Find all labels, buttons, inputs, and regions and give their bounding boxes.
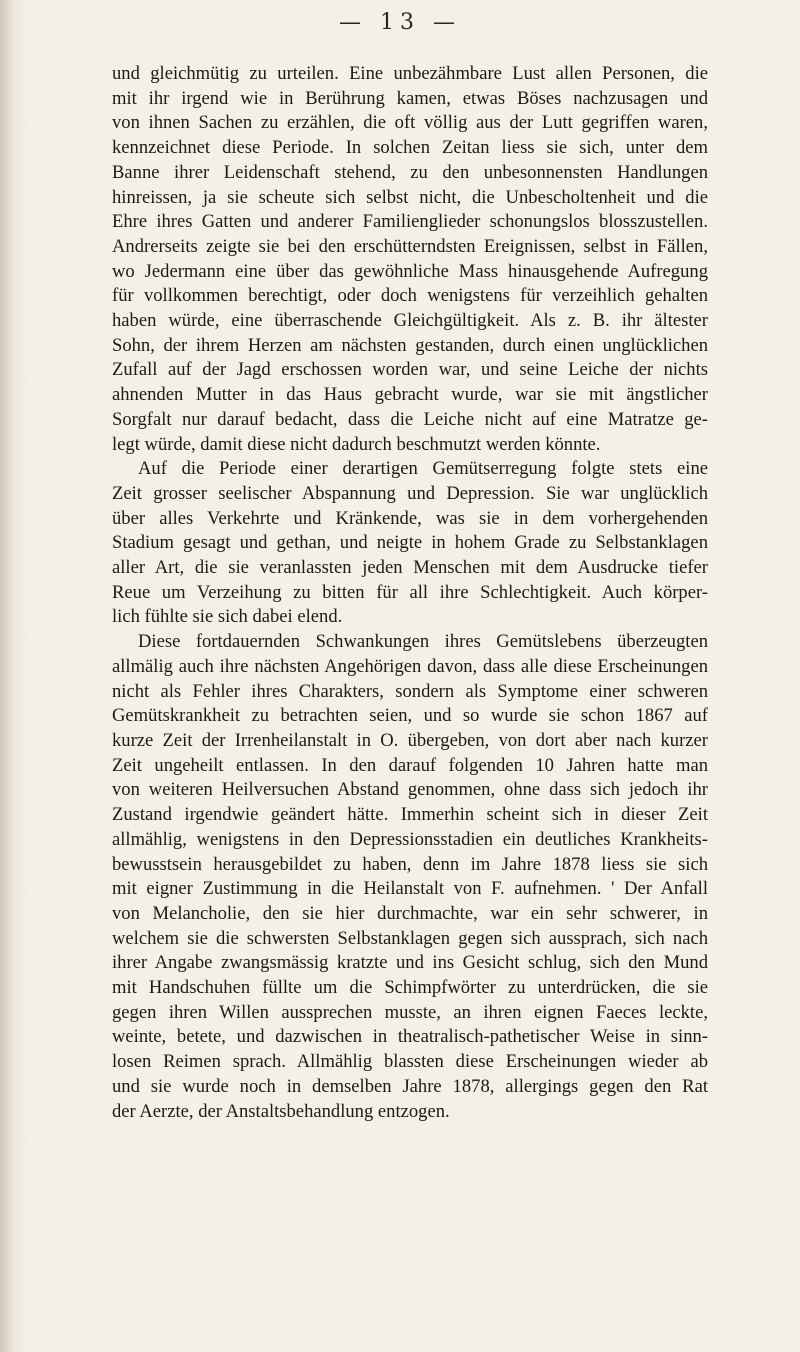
- text-line: für vollkommen berechtigt, oder doch wenigstens für verzeihlich gehalten: [112, 285, 708, 307]
- text-line: nicht als Fehler ihres Charakters, sondern als Symptome einer schweren: [112, 680, 708, 702]
- text-line: mit ihr irgend wie in Berührung kamen, etwas Böses nachzusagen und: [112, 87, 708, 109]
- text-line: haben würde, eine überraschende Gleichgültigkeit. Als z. B. ihr ältester: [112, 310, 708, 332]
- text-line: Ehre ihres Gatten und anderer Familienglieder schonungslos blosszustellen.: [112, 211, 708, 233]
- page-edge-shadow: [0, 0, 14, 1352]
- text-line: allmählig, wenigstens in den Depressionsstadien ein deutliches Krankheits-: [112, 828, 708, 850]
- text-line: über alles Verkehrte und Kränkende, was sie in dem vorhergehenden: [112, 507, 708, 529]
- text-line: welchem sie die schwersten Selbstanklagen gegen sich aussprach, sich nach: [112, 927, 708, 949]
- text-line: allmälig auch ihre nächsten Angehörigen davon, dass alle diese Erscheinungen: [112, 655, 708, 677]
- text-line: und gleichmütig zu urteilen. Eine unbezähmbare Lust allen Personen, die: [112, 63, 708, 84]
- text-line: der Aerzte, der Anstaltsbehandlung entzogen.: [112, 1100, 450, 1122]
- text-line: Zufall auf der Jagd erschossen worden war, und seine Leiche der nichts: [112, 359, 708, 381]
- text-line: legt würde, damit diese nicht dadurch beschmutzt werden könnte.: [112, 433, 601, 455]
- text-line: kennzeichnet diese Periode. In solchen Zeitan liess sie sich, unter dem: [112, 137, 708, 159]
- paragraph: [112, 62, 708, 457]
- text-line: Auf die Periode einer derartigen Gemütserregung folgte stets eine: [138, 458, 708, 480]
- text-line: und sie wurde noch in demselben Jahre 1878, allergings gegen den Rat: [112, 1075, 708, 1097]
- text-line: bewusstsein herausgebildet zu haben, denn im Jahre 1878 liess sie sich: [112, 853, 708, 875]
- text-line: gegen ihren Willen aussprechen musste, an ihren eignen Faeces leckte,: [112, 1001, 708, 1023]
- text-line: ihrer Angabe zwangsmässig kratzte und ins Gesicht schlug, sich den Mund: [112, 952, 708, 974]
- text-line: mit eigner Zustimmung in die Heilanstalt von F. aufnehmen. ' Der Anfall: [112, 878, 708, 900]
- text-line: lich fühlte sie sich dabei elend.: [112, 606, 343, 628]
- paragraph: [112, 630, 708, 1124]
- paragraph: [112, 457, 708, 630]
- text-line: kurze Zeit der Irrenheilanstalt in O. übergeben, von dort aber nach kurzer: [112, 729, 708, 751]
- text-line: hinreissen, ja sie scheute sich selbst nicht, die Unbescholtenheit und die: [112, 186, 708, 208]
- text-line: von weiteren Heilversuchen Abstand genommen, ohne dass sich jedoch ihr: [112, 779, 708, 801]
- text-line: wo Jedermann eine über das gewöhnliche Mass hinausgehende Aufregung: [112, 260, 708, 282]
- text-line: Zustand irgendwie geändert hätte. Immerhin scheint sich in dieser Zeit: [112, 804, 708, 826]
- text-line: Andrerseits zeigte sie bei den erschütterndsten Ereignissen, selbst in Fällen,: [112, 235, 708, 257]
- text-line: mit Handschuhen füllte um die Schimpfwörter zu unterdrücken, die sie: [112, 977, 708, 999]
- text-line: Banne ihrer Leidenschaft stehend, zu den unbesonnensten Handlungen: [112, 161, 708, 183]
- text-line: Gemütskrankheit zu betrachten seien, und so wurde sie schon 1867 auf: [112, 705, 708, 727]
- body-text: [112, 62, 708, 1124]
- text-line: ahnenden Mutter in das Haus gebracht wurde, war sie mit ängstlicher: [112, 384, 708, 406]
- text-line: losen Reimen sprach. Allmählig blassten diese Erscheinungen wieder ab: [112, 1051, 708, 1073]
- page-number: — 13 —: [339, 10, 461, 35]
- text-line: Sohn, der ihrem Herzen am nächsten gestanden, durch einen unglücklichen: [112, 334, 708, 356]
- text-line: Zeit ungeheilt entlassen. In den darauf folgenden 10 Jahren hatte man: [112, 754, 708, 776]
- text-line: Sorgfalt nur darauf bedacht, dass die Leiche nicht auf eine Matratze ge-: [112, 408, 708, 430]
- text-line: weinte, betete, und dazwischen in theatralisch-pathetischer Weise in sinn-: [112, 1026, 708, 1048]
- text-line: Stadium gesagt und gethan, und neigte in hohem Grade zu Selbstanklagen: [112, 532, 708, 554]
- text-line: von Melancholie, den sie hier durchmachte, war ein sehr schwerer, in: [112, 902, 708, 924]
- text-line: von ihnen Sachen zu erzählen, die oft völlig aus der Lutt gegriffen waren,: [112, 112, 708, 134]
- text-line: Diese fortdauernden Schwankungen ihres Gemütslebens überzeugten: [138, 631, 708, 653]
- text-line: Zeit grosser seelischer Abspannung und Depression. Sie war unglücklich: [112, 482, 708, 504]
- text-line: Reue um Verzeihung zu bitten für all ihre Schlechtigkeit. Auch körper-: [112, 581, 708, 603]
- text-line: aller Art, die sie veranlassten jeden Menschen mit dem Ausdrucke tiefer: [112, 557, 708, 579]
